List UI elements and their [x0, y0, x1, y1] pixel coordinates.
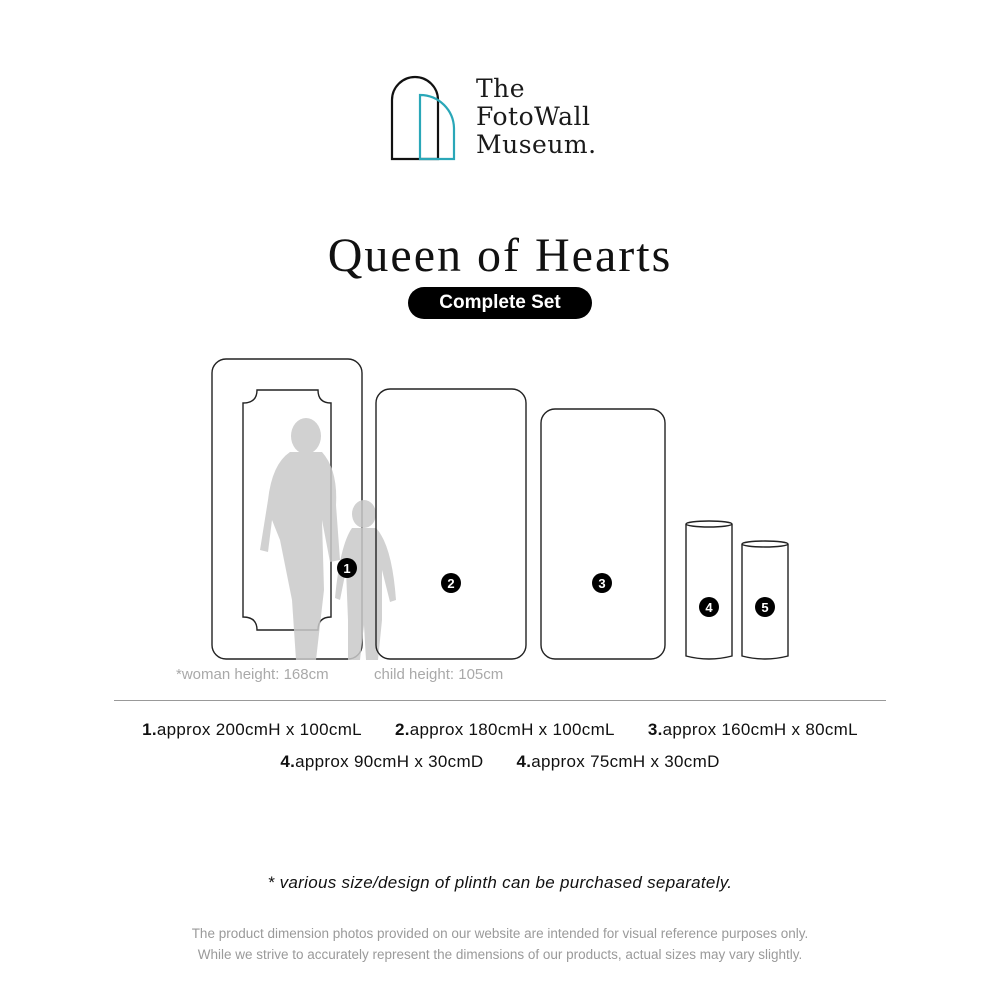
svg-text:5: 5: [761, 600, 769, 615]
divider: [114, 700, 886, 701]
marker-4: [699, 597, 719, 617]
marker-3: [592, 573, 612, 593]
brand-line-2: FotoWall: [476, 102, 591, 131]
woman-silhouette-icon: [260, 418, 340, 660]
panel-3: [541, 409, 665, 659]
woman-height-note: *woman height: 168cm: [176, 666, 329, 683]
brand-line-3: Museum.: [476, 130, 597, 159]
disclaimer-line-2: While we strive to accurately represent the dimensions of our products, actual sizes may vary slightly.: [197, 947, 803, 962]
svg-text:4: 4: [705, 600, 713, 615]
marker-5: [755, 597, 775, 617]
dimension-item-5: 4.approx 75cmH x 30cmD: [516, 752, 720, 771]
disclaimer-line-1: The product dimension photos provided on our website are intended for visual reference purposes only.: [191, 926, 809, 941]
product-title: Queen of Hearts: [327, 229, 673, 282]
dimensions-row-1: [0, 720, 1000, 740]
child-silhouette-icon: [335, 500, 396, 660]
dimension-item-2: 2.approx 180cmH x 100cmL: [394, 720, 615, 739]
dimension-item-3: 3.approx 160cmH x 80cmL: [647, 720, 858, 739]
panel-2: [376, 389, 526, 659]
marker-1: [337, 558, 357, 578]
svg-text:2: 2: [447, 576, 455, 591]
dimensions-row-2: [0, 752, 1000, 772]
dimension-item-4: 4.approx 90cmH x 30cmD: [280, 752, 484, 771]
plinth-4: [686, 521, 732, 659]
marker-2: [441, 573, 461, 593]
brand-line-1: The: [476, 74, 526, 103]
complete-set-badge: Complete Set: [408, 287, 592, 319]
svg-text:3: 3: [598, 576, 606, 591]
dimension-item-1: 1.approx 200cmH x 100cmL: [142, 720, 362, 739]
child-height-note: child height: 105cm: [374, 666, 504, 683]
plinth-note: * various size/design of plinth can be purchased separately.: [267, 873, 733, 892]
disclaimer: [0, 923, 1000, 965]
svg-text:1: 1: [343, 561, 351, 576]
